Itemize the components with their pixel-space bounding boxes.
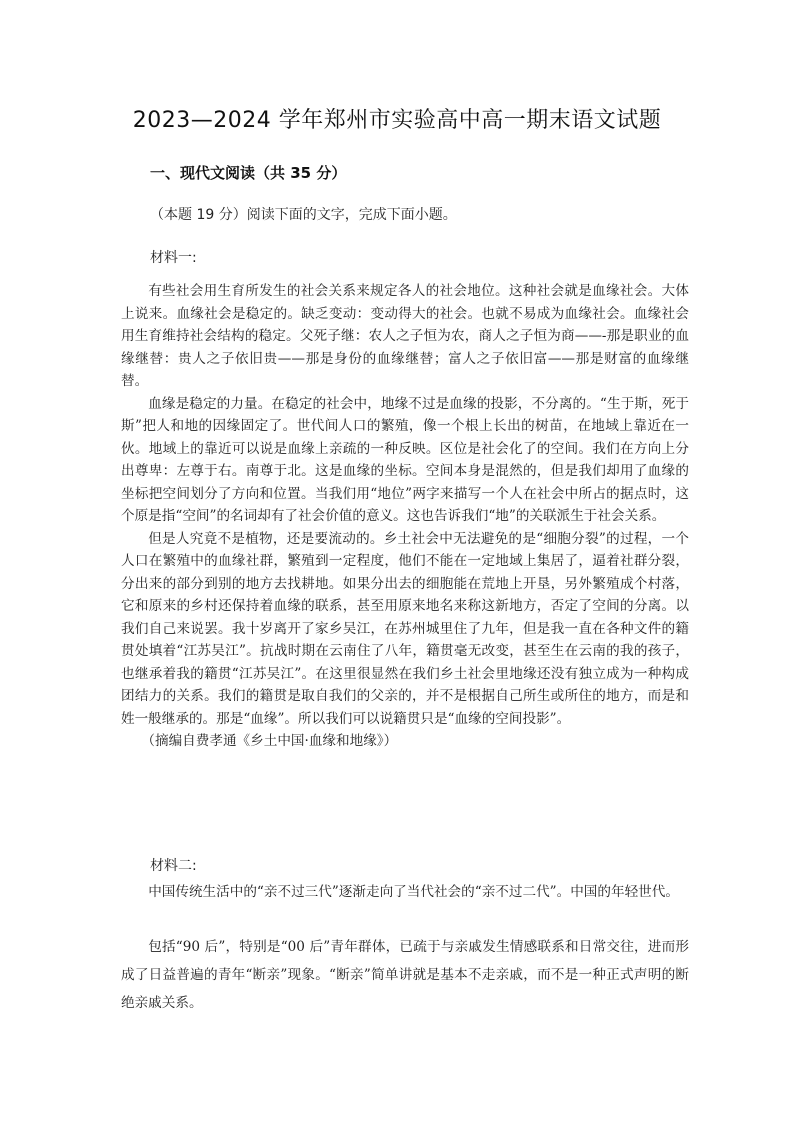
material-two-paragraph: 中国传统生活中的“亲不过三代”逐渐走向了当代社会的“亲不过二代”。中国的年轻世代。 bbox=[148, 884, 679, 900]
exam-title: 2023—2024 学年郑州市实验高中高一期末语文试题 bbox=[132, 108, 662, 133]
material-one-label: 材料一: bbox=[150, 250, 197, 266]
section-heading: 一、现代文阅读（共 35 分） bbox=[150, 164, 347, 182]
material-one-paragraph: 血缘是稳定的力量。在稳定的社会中，地缘不过是血缘的投影，不分离的。“生于斯，死于斯”把人和地的因缘固定了。世代间人口的繁殖，像一个根上长出的树苗，在地域上靠近在一伙。地域上的靠近可以说是血缘上亲疏的一种反映。区位是社会化了的空间。我们在方向上分出尊卑：左尊于右。南尊于北。这是血缘的坐标。空间本身是混然的，但是我们却用了血缘的坐标把空间划分了方向和位置。当我们用“地位”两字来描写一个人在社会中所占的据点时，这个原是指“空间”的名词却有了社会价值的意义。这也告诉我们“地”的关联派生于社会关系。 bbox=[121, 395, 689, 524]
material-one-source: （摘编自费孝通《乡土中国·血缘和地缘》） bbox=[141, 733, 398, 749]
material-two-body-2 bbox=[121, 933, 689, 1017]
material-two-label: 材料二: bbox=[150, 858, 197, 874]
material-one-paragraph: 有些社会用生育所发生的社会关系来规定各人的社会地位。这种社会就是血缘社会。大体上说来。血缘社会是稳定的。缺乏变动：变动得大的社会。也就不易成为血缘社会。血缘社会用生育维持社会结构的稳定。父死子继：农人之子恒为农，商人之子恒为商——-那是职业的血缘继替：贵人之子依旧贵——那是身份的血缘继替；富人之子依旧富——那是财富的血缘继替。 bbox=[121, 283, 689, 389]
material-two-body-1 bbox=[121, 880, 689, 904]
material-one-paragraph: 但是人究竟不是植物，还是要流动的。乡土社会中无法避免的是“细胞分裂”的过程，一个人口在繁殖中的血缘社群，繁殖到一定程度，他们不能在一定地域上集居了，逼着社群分裂，分出来的部分到别的地方去找耕地。如果分出去的细胞能在荒地上开垦，另外繁殖成个村落，它和原来的乡村还保持着血缘的联系，甚至用原来地名来称这新地方，否定了空间的分离。以我们自己来说罢。我十岁离开了家乡吴江，在苏州城里住了九年，但是我一直在各种文件的籍贯处填着“江苏吴江”。抗战时期在云南住了八年，籍贯毫无改变，甚至生在云南的我的孩子，也继承着我的籍贯“江苏吴江”。在这里很显然在我们乡土社会里地缘还没有独立成为一种构成团结力的关系。我们的籍贯是取自我们的父亲的，并不是根据自己所生或所住的地方，而是和姓一般继承的。那是“血缘”。所以我们可以说籍贯只是“血缘的空间投影”。 bbox=[121, 530, 689, 727]
material-two-paragraph: 包括“90 后”，特别是“00 后”青年群体，已疏于与亲戚发生情感联系和日常交往，进而形成了日益普遍的青年“断亲”现象。“断亲”简单讲就是基本不走亲戚，而不是一种正式声明的断绝亲戚关系。 bbox=[121, 939, 689, 1011]
material-one-body bbox=[121, 280, 689, 753]
question-intro: （本题 19 分）阅读下面的文字，完成下面小题。 bbox=[150, 207, 457, 223]
